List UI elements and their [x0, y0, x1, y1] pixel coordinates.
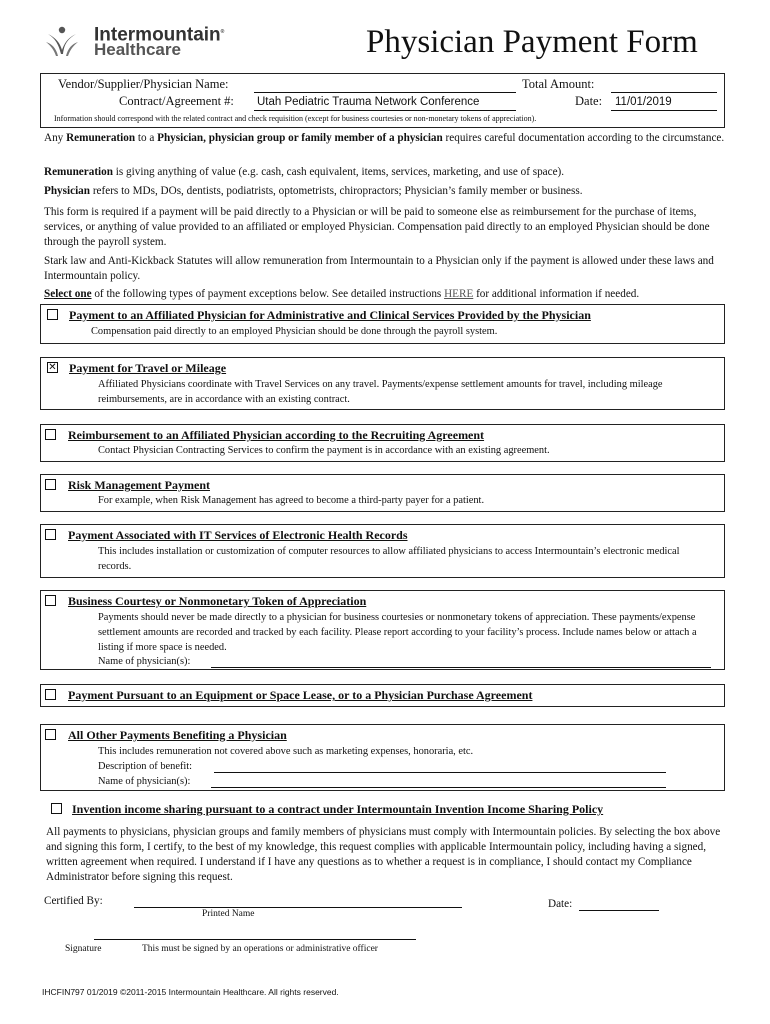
logo [44, 22, 254, 62]
printed-name-label: Printed Name [202, 909, 255, 919]
intro-paragraph-1: Any Remuneration to a Physician, physician group or family member of a physician requires careful documentation according to the circumstance. [44, 132, 725, 144]
vendor-label: Vendor/Supplier/Physician Name: [58, 77, 229, 91]
certification-date-field[interactable] [579, 897, 659, 911]
option-checkbox[interactable] [47, 362, 58, 373]
page-title: Physician Payment Form [366, 24, 698, 60]
option-description: Compensation paid directly to an employed Physician should be done through the payroll system. [91, 326, 498, 337]
contract-field[interactable] [254, 96, 516, 111]
option-title: Risk Management Payment [68, 478, 210, 492]
option-description: Contact Physician Contracting Services to confirm the payment is in accordance with an existing agreement. [98, 445, 550, 456]
signature-note: This must be signed by an operations or administrative officer [142, 944, 378, 954]
printed-name-field[interactable] [134, 894, 462, 908]
option-description: This includes remuneration not covered above such as marketing expenses, honoraria, etc. [98, 746, 474, 757]
total-amount-label: Total Amount: [522, 77, 595, 91]
date-value: 11/01/2019 [615, 96, 672, 108]
option-description: For example, when Risk Management has agreed to become a third-party payer for a patient. [98, 495, 485, 506]
option-title: Payment Pursuant to an Equipment or Space Lease, or to a Physician Purchase Agreement [68, 688, 533, 702]
vendor-field[interactable] [254, 78, 516, 93]
option-title: All Other Payments Benefiting a Physician [68, 728, 287, 742]
intro-paragraph-6: Select one of the following types of payment exceptions below. See detailed instructions HERE for additional information if needed. [44, 288, 640, 300]
date-label: Date: [575, 94, 603, 108]
contract-label: Contract/Agreement #: [119, 94, 234, 108]
physician-names-field[interactable] [211, 654, 711, 668]
option-checkbox[interactable] [45, 595, 56, 606]
contract-value: Utah Pediatric Trauma Network Conference [257, 96, 480, 108]
option-description: Affiliated Physicians coordinate with Travel Services on any travel. Payments/expense settlement amounts for travel, including mileage reimbursements, are in accordance with an existing contract. [98, 379, 663, 405]
intro-paragraph-3: Physician refers to MDs, DOs, dentists, podiatrists, optometrists, chiropractors; Physician’s family member or business. [44, 185, 583, 197]
intro-paragraph-4: This form is required if a payment will be paid directly to a Physician or will be paid to someone else as reimbursement for the purchase of items, services, or anything of value provided to an affiliated or employed Physician. Compensation paid directly to an employed Physician should be done through the payroll system. [44, 206, 710, 248]
certification-text: All payments to physicians, physician groups and family members of physicians must comply with Intermountain policies. By selecting the box above and signing this form, I certify, to the best of my knowledge, this request complies with applicable Intermountain policy, including having a signed, written agreement when required. I understand if I have any questions as to whether a request is in compliance, I should contact my Compliance Administrator before signing this request. [46, 826, 721, 883]
option-checkbox[interactable] [47, 309, 58, 320]
logo-name: Intermountain [94, 24, 221, 46]
description-of-benefit-label: Description of benefit: [98, 761, 193, 772]
option-title: Payment for Travel or Mileage [69, 361, 227, 375]
option-description: This includes installation or customization of computer resources to allow affiliated physicians to access Intermountain’s electronic medical records. [98, 546, 680, 572]
logo-sub: Healthcare [94, 40, 181, 59]
option-checkbox[interactable] [45, 729, 56, 740]
intro-paragraph-2: Remuneration is giving anything of value (e.g. cash, cash equivalent, items, services, marketing, and use of space). [44, 166, 565, 178]
certification-date-label: Date: [548, 898, 573, 910]
option-title: Invention income sharing pursuant to a contract under Intermountain Invention Income Sharing Policy [72, 802, 604, 816]
option-checkbox[interactable] [45, 429, 56, 440]
signature-field[interactable] [94, 927, 416, 940]
option-checkbox[interactable] [45, 479, 56, 490]
date-field[interactable] [611, 96, 717, 111]
instructions-link[interactable]: HERE [444, 288, 474, 300]
option-title: Payment to an Affiliated Physician for Administrative and Clinical Services Provided by the Physician [69, 308, 591, 322]
physician-names-label: Name of physician(s): [98, 656, 191, 667]
physician-names-field[interactable] [211, 774, 666, 788]
signature-label: Signature [65, 944, 102, 954]
total-amount-field[interactable] [611, 78, 717, 93]
certified-by-label: Certified By: [44, 895, 103, 907]
intermountain-logo-icon [44, 24, 80, 60]
option-title: Reimbursement to an Affiliated Physician according to the Recruiting Agreement [68, 428, 485, 442]
intro-paragraph-5: Stark law and Anti-Kickback Statutes will allow remuneration from Intermountain to a Physician only if the payment is allowed under these laws and Intermountain policy. [44, 255, 714, 282]
header-note: Information should correspond with the related contract and check requisition (except for business courtesies or non-monetary tokens of appreciation). [54, 114, 537, 123]
check-mark-icon: ✕ [48, 362, 57, 373]
physician-names-label: Name of physician(s): [98, 776, 191, 787]
option-title: Payment Associated with IT Services of Electronic Health Records [68, 528, 408, 542]
option-title: Business Courtesy or Nonmonetary Token of Appreciation [68, 594, 367, 608]
option-checkbox[interactable] [51, 803, 62, 814]
description-of-benefit-field[interactable] [214, 759, 666, 773]
option-checkbox[interactable] [45, 529, 56, 540]
logo-trademark: ® [220, 29, 225, 35]
option-description: Payments should never be made directly to a physician for business courtesies or nonmonetary tokens of appreciation. These payments/expense settlement amounts are recorded and tracked by each facility. Please report according to your facility’s process. Include names below or attach a listing if more space is needed. [98, 612, 697, 653]
footer-text: IHCFIN797 01/2019 ©2011-2015 Intermountain Healthcare. All rights reserved. [42, 987, 339, 997]
option-checkbox[interactable] [45, 689, 56, 700]
